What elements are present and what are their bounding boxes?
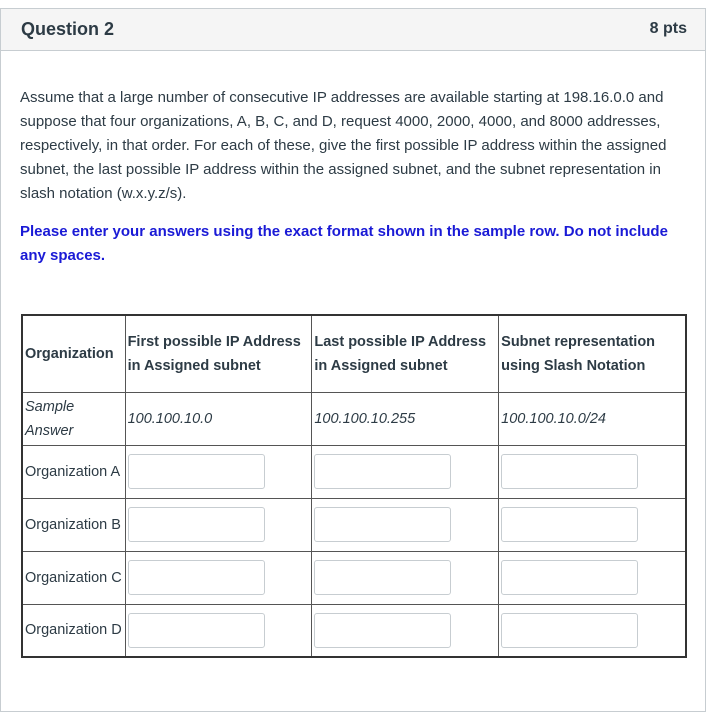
- org-c-label: Organization C: [22, 551, 125, 604]
- org-d-last-ip-input[interactable]: [314, 613, 451, 648]
- sample-row: [22, 392, 686, 445]
- org-a-last-ip-input[interactable]: [314, 454, 451, 489]
- sample-last-ip: 100.100.10.255: [312, 392, 499, 445]
- question-title: Question 2: [21, 19, 115, 39]
- header-last-ip: Last possible IP Address in Assigned subnet: [312, 315, 499, 392]
- org-b-subnet-input[interactable]: [501, 507, 638, 542]
- table-row: [22, 445, 686, 498]
- question-text: Assume that a large number of consecutive IP addresses are available starting at 198.16.0.0 and suppose that four organizations, A, B, C, and D, request 4000, 2000, 4000, and 8000 addresses, respectively, in that order. For each of these, give the first possible IP address within the assigned subnet, the last possible IP address within the assigned subnet, and the subnet representation in slash notation (w.x.y.z/s).: [20, 89, 667, 202]
- org-a-first-ip-input[interactable]: [128, 454, 265, 489]
- org-a-label: Organization A: [22, 445, 125, 498]
- header-first-ip: First possible IP Address in Assigned subnet: [125, 315, 312, 392]
- org-a-subnet-input[interactable]: [501, 454, 638, 489]
- org-b-last-ip-input[interactable]: [314, 507, 451, 542]
- table-row: [22, 551, 686, 604]
- question-points: 8 pts: [649, 20, 687, 37]
- sample-label: Sample Answer: [22, 392, 125, 445]
- org-c-subnet-input[interactable]: [501, 560, 638, 595]
- header-subnet: Subnet representation using Slash Notation: [499, 315, 686, 392]
- table-row: [22, 498, 686, 551]
- header-organization: Organization: [22, 315, 125, 392]
- org-d-first-ip-input[interactable]: [128, 613, 265, 648]
- org-b-label: Organization B: [22, 498, 125, 551]
- table-header-row: [22, 315, 686, 392]
- org-c-last-ip-input[interactable]: [314, 560, 451, 595]
- org-d-subnet-input[interactable]: [501, 613, 638, 648]
- org-d-label: Organization D: [22, 604, 125, 657]
- question-instruction: Please enter your answers using the exact format shown in the sample row. Do not include any spaces.: [20, 223, 668, 264]
- sample-subnet: 100.100.10.0/24: [499, 392, 686, 445]
- question-header: [1, 9, 705, 51]
- sample-first-ip: 100.100.10.0: [125, 392, 312, 445]
- org-c-first-ip-input[interactable]: [128, 560, 265, 595]
- org-b-first-ip-input[interactable]: [128, 507, 265, 542]
- table-row: [22, 604, 686, 657]
- answer-table: [21, 314, 687, 658]
